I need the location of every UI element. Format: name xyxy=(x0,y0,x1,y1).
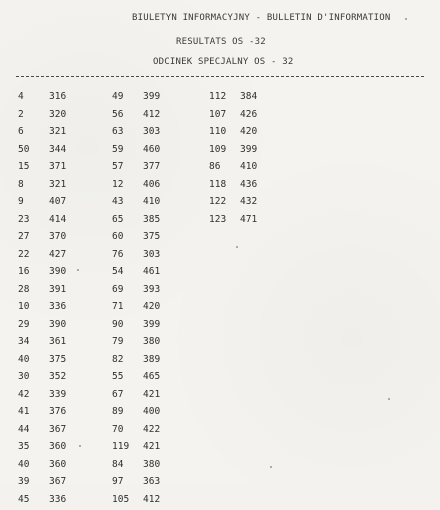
competitor-number: 84 xyxy=(112,458,143,471)
result-time: 427 xyxy=(49,248,89,261)
result-time: 377 xyxy=(143,160,183,173)
result-time: 460 xyxy=(143,143,183,156)
result-time: 407 xyxy=(49,195,89,208)
result-time: 420 xyxy=(143,300,183,313)
result-row xyxy=(209,125,281,143)
result-time: 390 xyxy=(49,318,89,331)
result-row xyxy=(112,335,184,353)
result-time: 399 xyxy=(240,143,280,156)
bulletin-title: BIULETYN INFORMACYJNY - BULLETIN D'INFORMATION xyxy=(132,13,390,23)
competitor-number: 10 xyxy=(18,300,49,313)
speck xyxy=(270,466,272,468)
result-time: 375 xyxy=(143,230,183,243)
result-time: 399 xyxy=(143,90,183,103)
competitor-number: 76 xyxy=(112,248,143,261)
result-time: 360 xyxy=(49,440,89,453)
result-row xyxy=(18,493,90,510)
competitor-number: 27 xyxy=(18,230,49,243)
result-row xyxy=(18,108,90,126)
result-time: 321 xyxy=(49,125,89,138)
competitor-number: 12 xyxy=(112,178,143,191)
competitor-number: 110 xyxy=(209,125,240,138)
result-row xyxy=(112,423,184,441)
results-title: RESULTATS OS -32 xyxy=(176,37,266,47)
competitor-number: 4 xyxy=(18,90,49,103)
competitor-number: 28 xyxy=(18,283,49,296)
result-time: 410 xyxy=(143,195,183,208)
result-time: 393 xyxy=(143,283,183,296)
result-time: 421 xyxy=(143,388,183,401)
competitor-number: 65 xyxy=(112,213,143,226)
result-row xyxy=(112,370,184,388)
competitor-number: 67 xyxy=(112,388,143,401)
result-time: 390 xyxy=(49,265,89,278)
result-time: 370 xyxy=(49,230,89,243)
competitor-number: 15 xyxy=(18,160,49,173)
competitor-number: 122 xyxy=(209,195,240,208)
result-time: 421 xyxy=(143,440,183,453)
result-time: 385 xyxy=(143,213,183,226)
competitor-number: 112 xyxy=(209,90,240,103)
competitor-number: 49 xyxy=(112,90,143,103)
result-row xyxy=(18,423,90,441)
competitor-number: 105 xyxy=(112,493,143,506)
competitor-number: 63 xyxy=(112,125,143,138)
result-row xyxy=(112,195,184,213)
competitor-number: 118 xyxy=(209,178,240,191)
result-row xyxy=(112,90,184,108)
result-time: 412 xyxy=(143,493,183,506)
competitor-number: 59 xyxy=(112,143,143,156)
result-time: 399 xyxy=(143,318,183,331)
competitor-number: 56 xyxy=(112,108,143,121)
competitor-number: 123 xyxy=(209,213,240,226)
competitor-number: 29 xyxy=(18,318,49,331)
result-time: 321 xyxy=(49,178,89,191)
result-row xyxy=(18,353,90,371)
result-row xyxy=(112,440,184,458)
speck xyxy=(388,398,390,400)
result-time: 367 xyxy=(49,475,89,488)
result-row xyxy=(18,388,90,406)
result-time: 406 xyxy=(143,178,183,191)
result-row xyxy=(209,108,281,126)
competitor-number: 8 xyxy=(18,178,49,191)
competitor-number: 107 xyxy=(209,108,240,121)
result-row xyxy=(209,143,281,161)
result-row xyxy=(18,283,90,301)
result-time: 316 xyxy=(49,90,89,103)
header-divider xyxy=(16,76,424,77)
result-time: 352 xyxy=(49,370,89,383)
result-row xyxy=(112,283,184,301)
result-time: 389 xyxy=(143,353,183,366)
result-row xyxy=(18,405,90,423)
result-time: 412 xyxy=(143,108,183,121)
result-time: 344 xyxy=(49,143,89,156)
result-time: 400 xyxy=(143,405,183,418)
competitor-number: 82 xyxy=(112,353,143,366)
result-time: 376 xyxy=(49,405,89,418)
result-time: 436 xyxy=(240,178,280,191)
result-row xyxy=(112,143,184,161)
competitor-number: 86 xyxy=(209,160,240,173)
competitor-number: 34 xyxy=(18,335,49,348)
result-row xyxy=(18,265,90,283)
result-row xyxy=(18,318,90,336)
competitor-number: 16 xyxy=(18,265,49,278)
result-row xyxy=(112,160,184,178)
result-row xyxy=(18,178,90,196)
result-row xyxy=(112,125,184,143)
result-time: 426 xyxy=(240,108,280,121)
result-time: 380 xyxy=(143,458,183,471)
competitor-number: 45 xyxy=(18,493,49,506)
result-time: 471 xyxy=(240,213,280,226)
result-time: 367 xyxy=(49,423,89,436)
result-row xyxy=(18,248,90,266)
result-time: 432 xyxy=(240,195,280,208)
results-column-1 xyxy=(18,90,90,510)
result-row xyxy=(209,160,281,178)
competitor-number: 40 xyxy=(18,353,49,366)
competitor-number: 119 xyxy=(112,440,143,453)
competitor-number: 39 xyxy=(18,475,49,488)
result-time: 303 xyxy=(143,248,183,261)
competitor-number: 55 xyxy=(112,370,143,383)
result-row xyxy=(18,458,90,476)
result-time: 363 xyxy=(143,475,183,488)
result-time: 339 xyxy=(49,388,89,401)
result-row xyxy=(112,300,184,318)
speck xyxy=(405,18,407,20)
result-row xyxy=(112,388,184,406)
result-time: 422 xyxy=(143,423,183,436)
competitor-number: 42 xyxy=(18,388,49,401)
result-row xyxy=(112,493,184,510)
result-row xyxy=(112,230,184,248)
result-row xyxy=(112,108,184,126)
competitor-number: 54 xyxy=(112,265,143,278)
competitor-number: 43 xyxy=(112,195,143,208)
result-row xyxy=(112,318,184,336)
competitor-number: 41 xyxy=(18,405,49,418)
competitor-number: 9 xyxy=(18,195,49,208)
competitor-number: 22 xyxy=(18,248,49,261)
result-row xyxy=(209,90,281,108)
competitor-number: 44 xyxy=(18,423,49,436)
competitor-number: 109 xyxy=(209,143,240,156)
result-time: 391 xyxy=(49,283,89,296)
competitor-number: 23 xyxy=(18,213,49,226)
competitor-number: 71 xyxy=(112,300,143,313)
competitor-number: 97 xyxy=(112,475,143,488)
result-row xyxy=(18,440,90,458)
result-time: 420 xyxy=(240,125,280,138)
result-time: 361 xyxy=(49,335,89,348)
result-time: 384 xyxy=(240,90,280,103)
competitor-number: 69 xyxy=(112,283,143,296)
result-time: 414 xyxy=(49,213,89,226)
competitor-number: 2 xyxy=(18,108,49,121)
result-time: 360 xyxy=(49,458,89,471)
result-row xyxy=(18,143,90,161)
competitor-number: 70 xyxy=(112,423,143,436)
competitor-number: 90 xyxy=(112,318,143,331)
result-time: 465 xyxy=(143,370,183,383)
result-time: 410 xyxy=(240,160,280,173)
result-row xyxy=(209,213,281,231)
result-row xyxy=(112,213,184,231)
result-row xyxy=(209,178,281,196)
competitor-number: 57 xyxy=(112,160,143,173)
result-row xyxy=(112,458,184,476)
result-row xyxy=(18,230,90,248)
result-time: 336 xyxy=(49,493,89,506)
result-time: 320 xyxy=(49,108,89,121)
competitor-number: 6 xyxy=(18,125,49,138)
special-section-title: ODCINEK SPECJALNY OS - 32 xyxy=(153,57,293,67)
result-time: 375 xyxy=(49,353,89,366)
competitor-number: 89 xyxy=(112,405,143,418)
result-row xyxy=(18,335,90,353)
result-time: 380 xyxy=(143,335,183,348)
result-row xyxy=(18,125,90,143)
competitor-number: 30 xyxy=(18,370,49,383)
result-row xyxy=(18,195,90,213)
competitor-number: 79 xyxy=(112,335,143,348)
result-row xyxy=(18,160,90,178)
result-time: 303 xyxy=(143,125,183,138)
result-row xyxy=(112,248,184,266)
result-row xyxy=(112,353,184,371)
result-row xyxy=(18,213,90,231)
competitor-number: 40 xyxy=(18,458,49,471)
competitor-number: 35 xyxy=(18,440,49,453)
competitor-number: 50 xyxy=(18,143,49,156)
result-row xyxy=(209,195,281,213)
result-time: 371 xyxy=(49,160,89,173)
result-time: 461 xyxy=(143,265,183,278)
results-column-3 xyxy=(209,90,281,230)
result-row xyxy=(18,370,90,388)
result-row xyxy=(18,90,90,108)
competitor-number: 60 xyxy=(112,230,143,243)
result-row xyxy=(112,265,184,283)
result-row xyxy=(112,178,184,196)
result-row xyxy=(18,300,90,318)
speck xyxy=(236,246,238,248)
result-time: 336 xyxy=(49,300,89,313)
results-column-2 xyxy=(112,90,184,510)
result-row xyxy=(112,405,184,423)
